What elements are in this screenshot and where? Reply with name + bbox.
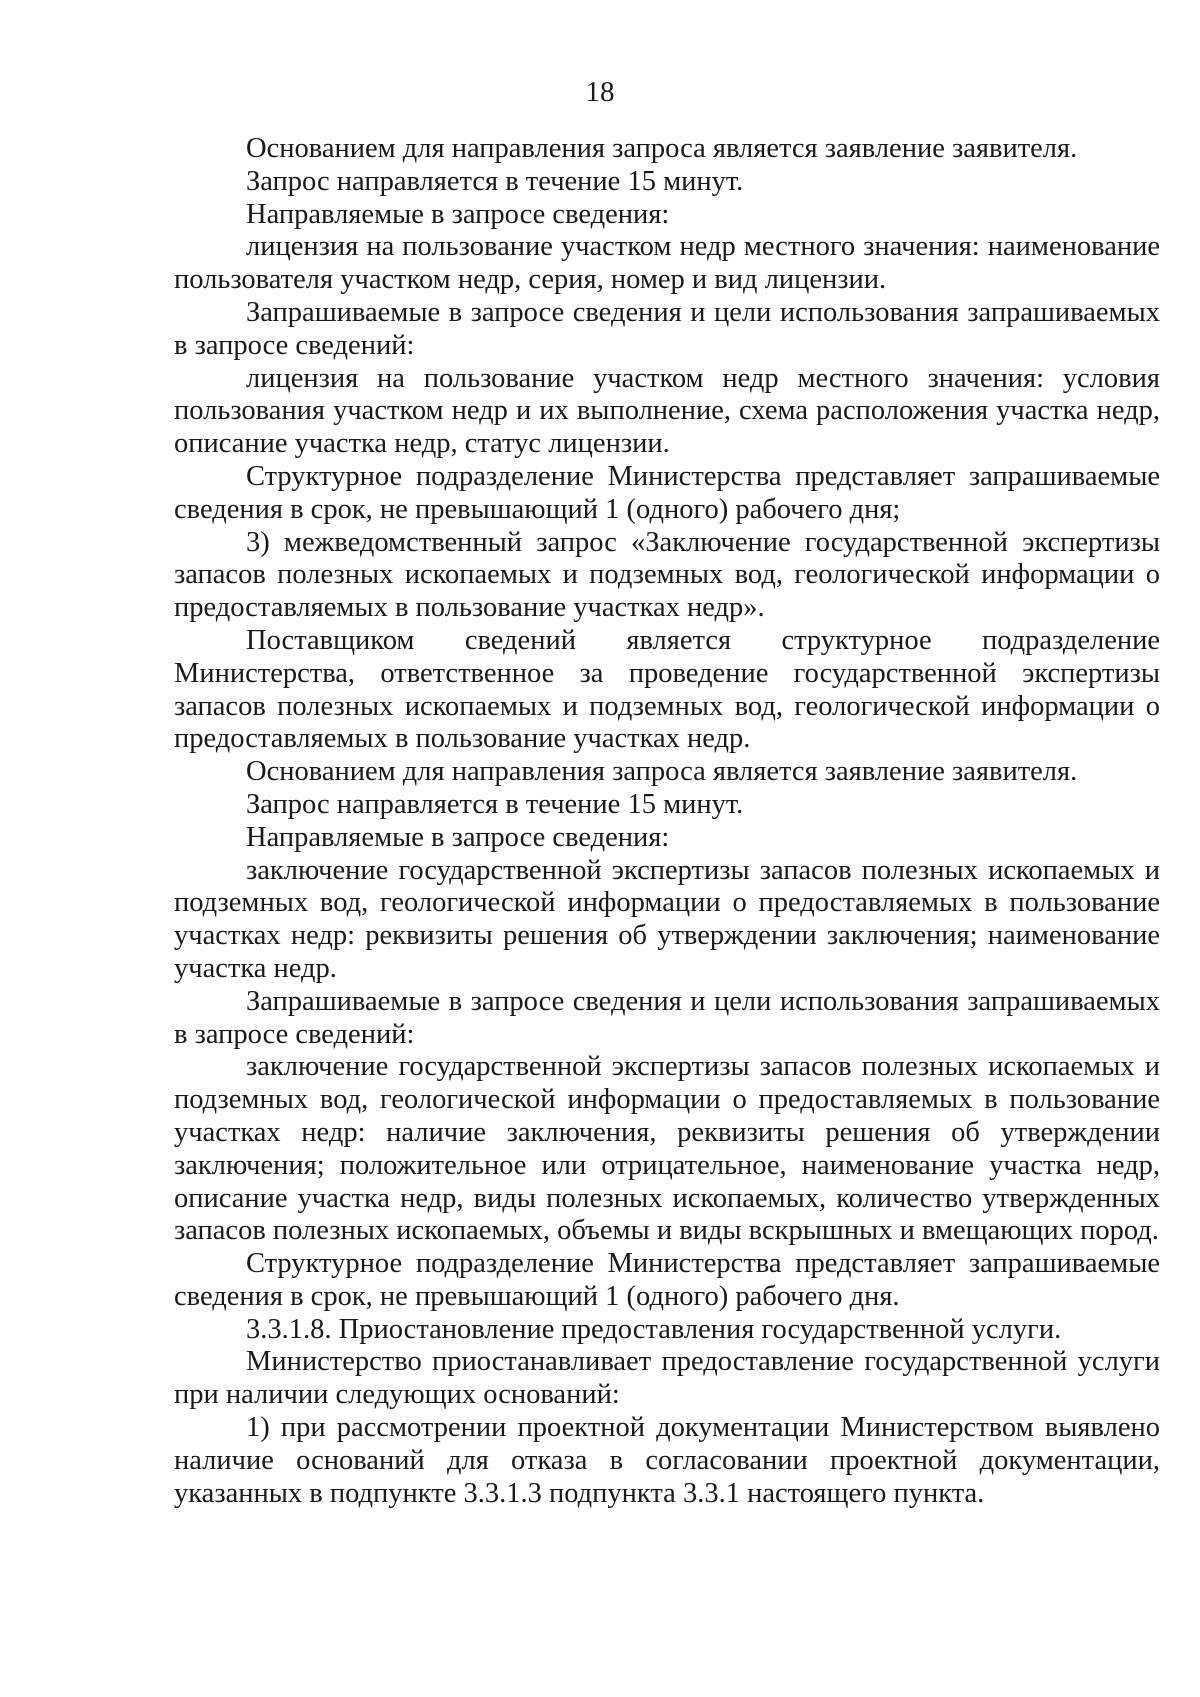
paragraph-11: Запрос направляется в течение 15 минут. [246,788,744,820]
paragraph-13: заключение государственной экспертизы запасов полезных ископаемых и подземных вод, геологической информации о предоставляемых в пользование участках недр: реквизиты решения об утверждении заключения; наименование участка недр. [174,854,1160,984]
paragraph-8: 3) межведомственный запрос «Заключение государственной экспертизы запасов полезных ископаемых и подземных вод, геологической информации о предоставляемых в пользование участках недр». [174,526,1160,624]
paragraph-1: Основанием для направления запроса является заявление заявителя. [246,133,1078,164]
paragraph-5: Запрашиваемые в запросе сведения и цели использования запрашиваемых в запросе сведений: [174,296,1160,361]
document-body [174,133,1160,1510]
page-number: 18 [585,76,615,108]
paragraph-17: 3.3.1.8. Приостановление предоставления государственной услуги. [246,1313,1062,1345]
paragraph-3: Направляемые в запросе сведения: [246,198,670,230]
paragraph-14: Запрашиваемые в запросе сведения и цели использования запрашиваемых в запросе сведений: [174,985,1160,1050]
paragraph-15: заключение государственной экспертизы запасов полезных ископаемых и подземных вод, геологической информации о предоставляемых в пользование участках недр: наличие заключения, реквизиты решения об утверждении заключения; положительное или отрицательное, наименование участка недр, описание участка недр, виды полезных ископаемых, количество утвержденных запасов полезных ископаемых, объемы и виды вскрышных и вмещающих пород. [174,1051,1160,1247]
paragraph-2: Запрос направляется в течение 15 минут. [246,165,744,197]
paragraph-9: Поставщиком сведений является структурное подразделение Министерства, ответственное за проведение государственной экспертизы запасов полезных ископаемых и подземных вод, геологической информации о предоставляемых в пользование участках недр. [174,624,1160,755]
paragraph-6: лицензия на пользование участком недр местного значения: условия пользования участком недр и их выполнение, схема расположения участка недр, описание участка недр, статус лицензии. [174,362,1160,460]
paragraph-10: Основанием для направления запроса является заявление заявителя. [246,756,1078,788]
paragraph-12: Направляемые в запросе сведения: [246,821,670,853]
paragraph-4: лицензия на пользование участком недр местного значения: наименование пользователя участком недр, серия, номер и вид лицензии. [174,231,1160,296]
paragraph-7: Структурное подразделение Министерства представляет запрашиваемые сведения в срок, не превышающий 1 (одного) рабочего дня; [174,460,1160,525]
paragraph-19: 1) при рассмотрении проектной документации Министерством выявлено наличие оснований для отказа в согласовании проектной документации, указанных в подпункте 3.3.1.3 подпункта 3.3.1 настоящего пункта. [174,1412,1160,1509]
paragraph-18: Министерство приостанавливает предоставление государственной услуги при наличии следующих оснований: [174,1346,1160,1411]
paragraph-16: Структурное подразделение Министерства представляет запрашиваемые сведения в срок, не превышающий 1 (одного) рабочего дня. [174,1248,1160,1312]
